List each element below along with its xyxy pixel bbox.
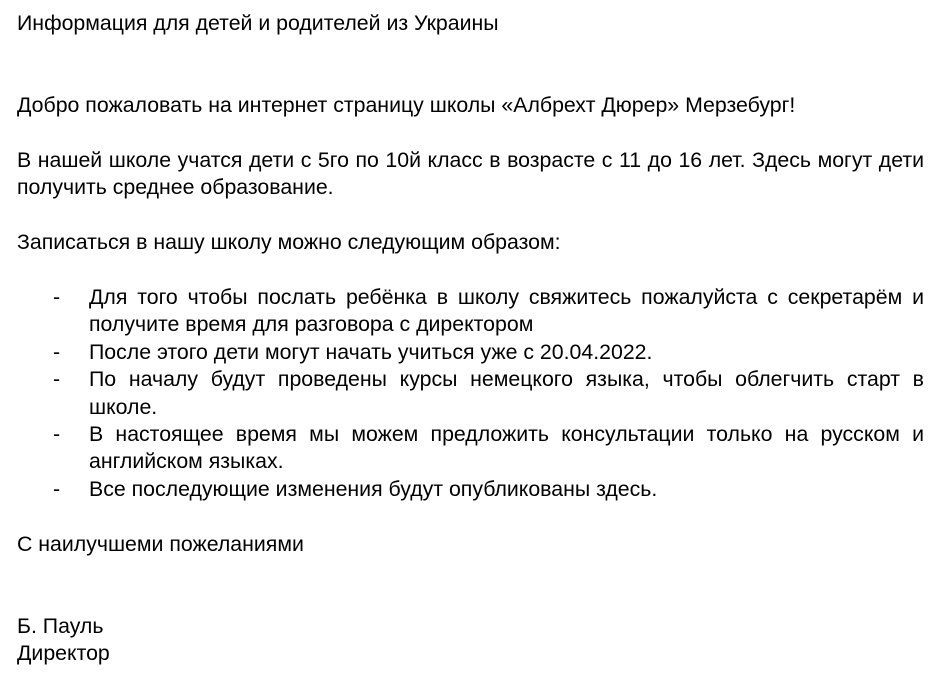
list-item-text: По началу будут проведены курсы немецкого языка, чтобы облегчить старт в школе. (89, 367, 924, 419)
signature-role: Директор (17, 641, 110, 666)
list-item (17, 366, 924, 421)
signature-name: Б. Пауль (17, 613, 104, 638)
welcome-text: Добро пожаловать на интернет страницу школы «Албрехт Дюрер» Мерзебург! (17, 93, 796, 118)
spacer (17, 120, 924, 147)
spacer (17, 202, 924, 229)
document-page (17, 10, 924, 668)
bullet-dash: - (53, 285, 61, 309)
spacer (17, 503, 924, 530)
spacer (17, 257, 924, 284)
list-item-text: В настоящее время мы можем предложить консультации только на русском и английском языках. (89, 422, 924, 474)
bullet-dash: - (53, 367, 61, 392)
intro-paragraph: В нашей школе учатся дети с 5го по 10й класс в возрасте с 11 до 16 лет. Здесь могут дети получить среднее образование. (17, 148, 924, 200)
bullet-dash: - (53, 339, 61, 364)
bullet-dash: - (53, 422, 61, 447)
list-item-text: Все последующие изменения будут опубликованы здесь. (89, 476, 658, 501)
bullet-dash: - (53, 476, 61, 501)
list-item (17, 339, 924, 366)
enrollment-steps-list (17, 284, 924, 503)
list-item-text: После этого дети могут начать учиться уже с 20.04.2022. (89, 339, 653, 364)
enroll-lead-text: Записаться в нашу школу можно следующим образом: (17, 230, 561, 255)
spacer (17, 558, 924, 613)
list-item-text: Для того чтобы послать ребёнка в школу свяжитесь пожалуйста с секретарём и получите время для разговора с директором (89, 285, 924, 337)
document-heading: Информация для детей и родителей из Украины (17, 11, 499, 35)
list-item (17, 421, 924, 476)
list-item (17, 284, 924, 339)
list-item (17, 476, 924, 503)
spacer (17, 37, 924, 92)
closing-text: С наилучшеми пожеланиями (17, 531, 304, 556)
